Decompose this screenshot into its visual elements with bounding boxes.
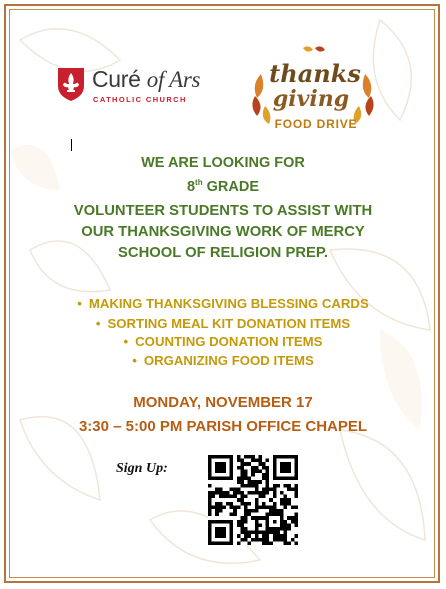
task-item <box>10 316 436 331</box>
task-label: COUNTING DONATION ITEMS <box>135 334 323 349</box>
signup-label: Sign Up: <box>116 461 168 476</box>
event-time-place: 3:30 – 5:00 PM PARISH OFFICE CHAPEL <box>78 418 368 435</box>
task-label: ORGANIZING FOOD ITEMS <box>143 353 314 368</box>
thanksgiving-script-1: thanks <box>269 59 361 88</box>
task-item <box>10 296 436 311</box>
church-name <box>92 66 200 93</box>
grade-word: GRADE <box>202 179 260 195</box>
headline-line-1: WE ARE LOOKING FOR <box>141 155 305 171</box>
text-cursor <box>71 139 72 151</box>
church-logo <box>56 66 231 110</box>
church-subtitle: CATHOLIC CHURCH <box>93 95 187 104</box>
headline-line-5: SCHOOL OF RELIGION PREP. <box>118 245 328 261</box>
qr-code-icon[interactable] <box>208 455 298 545</box>
bullet-icon: • <box>77 296 82 311</box>
thanksgiving-script-2: giving <box>272 86 350 112</box>
food-drive-caption: FOOD DRIVE <box>274 117 358 131</box>
task-item <box>10 334 436 349</box>
fleur-de-lis-shield-icon <box>56 66 86 102</box>
event-date: MONDAY, NOVEMBER 17 <box>133 394 313 411</box>
bullet-icon: • <box>123 334 129 349</box>
bullet-icon: • <box>132 353 137 368</box>
headline-line-3: VOLUNTEER STUDENTS TO ASSIST WITH <box>73 203 373 219</box>
task-label: SORTING MEAL KIT DONATION ITEMS <box>107 316 351 331</box>
church-name-cure: Curé <box>92 66 147 92</box>
church-name-of-ars: of Ars <box>146 67 201 92</box>
headline-grade <box>10 178 436 195</box>
grade-number: 8 <box>186 179 196 195</box>
bullet-icon: • <box>95 316 101 331</box>
grade-suffix: th <box>195 178 203 187</box>
task-label: MAKING THANKSGIVING BLESSING CARDS <box>88 296 369 311</box>
task-item <box>10 353 436 368</box>
headline-line-4: OUR THANKSGIVING WORK OF MERCY <box>81 224 365 240</box>
